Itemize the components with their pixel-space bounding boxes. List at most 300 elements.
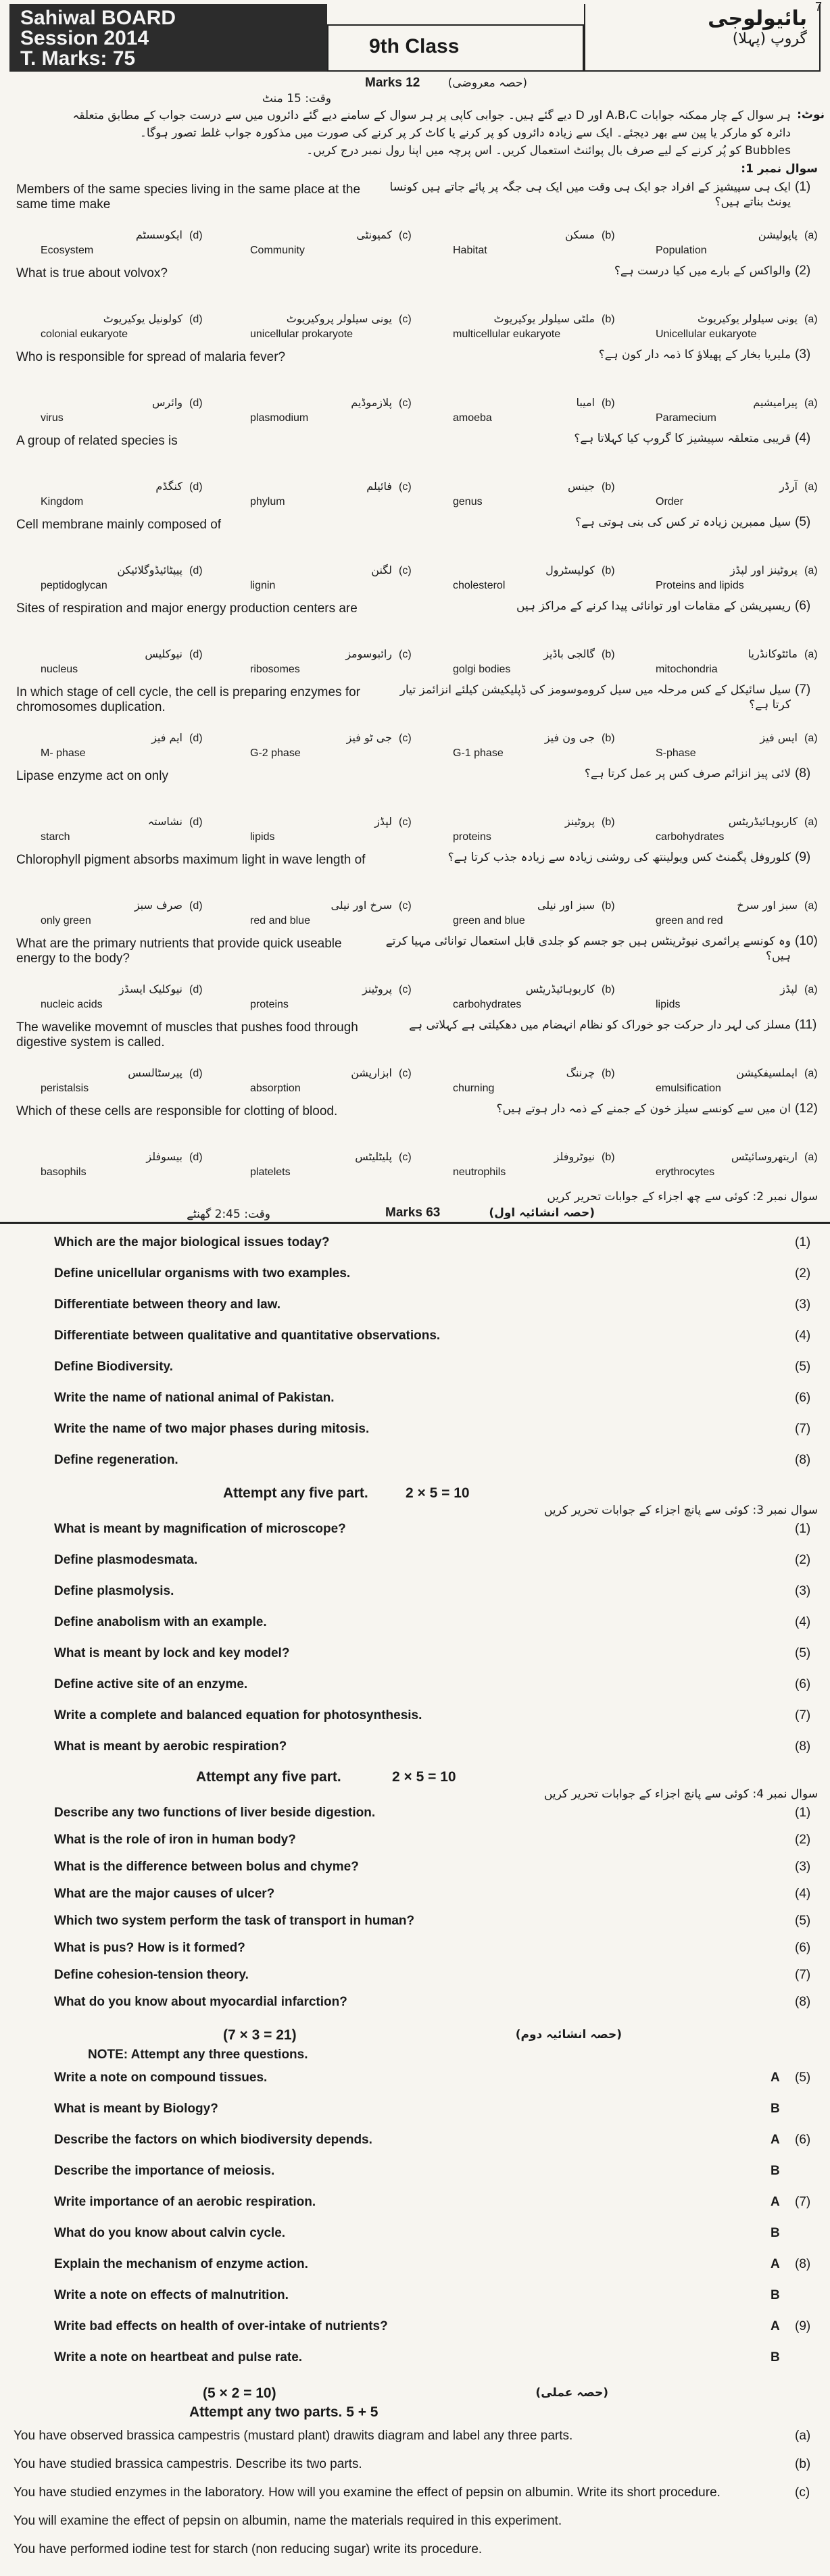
short-question: Differentiate between theory and law. xyxy=(54,1297,281,1312)
mcq-item xyxy=(0,347,830,431)
mcq-question-urdu: مسلز کی لہر دار حرکت جو خوراک کو نظام انہضام میں دھکیلتی ہے کہلاتی ہے xyxy=(409,1018,791,1032)
short-question-number: (2) xyxy=(795,1553,811,1567)
mcq-item xyxy=(0,850,830,934)
mcq-option-key: (a) xyxy=(804,900,818,912)
mcq-option-key: (c) xyxy=(399,481,412,493)
mcq-option: erythrocytes xyxy=(656,1166,715,1178)
long-question-number: (6) xyxy=(795,2133,811,2147)
short-question-number: (1) xyxy=(795,1235,811,1249)
short-question-number: (1) xyxy=(795,1806,811,1820)
short-question: Define plasmodesmata. xyxy=(54,1553,198,1567)
mcq-option-urdu: پیپٹائیڈوگلائیکن xyxy=(117,564,182,576)
q3-heading-urdu: سوال نمبر 3: کوئی سے پانچ اجزاء کے جوابات تحریر کریں xyxy=(543,1504,818,1517)
practical-marks: (5 × 2 = 10) xyxy=(203,2385,276,2401)
mcq-option-key: (d) xyxy=(189,230,203,241)
mcq-option-key: (b) xyxy=(602,816,615,828)
subject-header xyxy=(584,4,821,72)
mcq-number: (6) xyxy=(795,599,811,613)
session: Session 2014 xyxy=(20,27,149,49)
mcq-option-key: (c) xyxy=(399,649,412,660)
group-urdu: گروپ (پہلا) xyxy=(732,30,807,47)
mcq-option: G-2 phase xyxy=(250,747,301,759)
mcq-option-key: (a) xyxy=(804,733,818,744)
mcq-option: Kingdom xyxy=(41,496,84,507)
long-question-part: B xyxy=(771,2226,780,2240)
long-question: Write a note on compound tissues. xyxy=(54,2071,268,2085)
mcq-item xyxy=(0,934,830,1018)
mcq-item xyxy=(0,766,830,850)
mcq-option-key: (d) xyxy=(189,1068,203,1079)
mcq-option-urdu: نیوکلیس xyxy=(145,647,182,660)
mcq-option: ribosomes xyxy=(250,664,300,675)
short-question-number: (5) xyxy=(795,1914,811,1928)
part2-heading-urdu: (حصہ انشائیہ دوم) xyxy=(515,2028,622,2041)
mcq-option-key: (c) xyxy=(399,314,412,325)
short-question-number: (8) xyxy=(795,1995,811,2009)
mcq-option: amoeba xyxy=(453,412,492,424)
practical-question: You have studied brassica campestris. Describe its two parts. xyxy=(14,2457,362,2471)
long-question: Write importance of an aerobic respiration. xyxy=(54,2195,316,2209)
short-question: Differentiate between qualitative and quantitative observations. xyxy=(54,1329,441,1343)
long-question-part: B xyxy=(771,2164,780,2178)
mcq-option-key: (c) xyxy=(399,984,412,995)
mcq-option-key: (a) xyxy=(804,481,818,493)
mcq-item xyxy=(0,1018,830,1101)
mcq-question-urdu: کلوروفل پگمنٹ کس ویولینتھ کی روشنی زیادہ سے زیادہ جذب کرتا ہے؟ xyxy=(447,851,791,864)
mcq-option: Unicellular eukaryote xyxy=(656,328,757,340)
mcq-question: Lipase enzyme act on only xyxy=(16,769,168,783)
mcq-option-urdu: یونی سیلولر یوکیریوٹ xyxy=(698,312,798,325)
mcq-option-urdu: ابزارپشن xyxy=(351,1066,392,1079)
long-question: Explain the mechanism of enzyme action. xyxy=(54,2257,308,2271)
mcq-option-key: (a) xyxy=(804,1068,818,1079)
mcq-number: (10) xyxy=(795,934,818,948)
mcq-option-urdu: صرف سبز xyxy=(134,899,182,912)
mcq-option-urdu: پروٹینز xyxy=(565,815,595,828)
q4-heading: Attempt any five part. xyxy=(196,1769,341,1785)
mcq-option-urdu: آرڈر xyxy=(779,480,798,493)
total-marks: T. Marks: 75 xyxy=(20,47,136,70)
mcq-item xyxy=(0,1101,830,1185)
subjective-marks: Marks 63 xyxy=(385,1206,441,1220)
short-question: Define plasmolysis. xyxy=(54,1584,174,1598)
mcq-option-key: (c) xyxy=(399,230,412,241)
mcq-option-key: (d) xyxy=(189,733,203,744)
short-question: Define Biodiversity. xyxy=(54,1360,173,1374)
mcq-item xyxy=(0,515,830,599)
mcq-option-key: (c) xyxy=(399,733,412,744)
mcq-option-urdu: گالجی باڈیز xyxy=(543,647,595,660)
mcq-option-urdu: کولیسٹرول xyxy=(545,564,595,576)
mcq-option: basophils xyxy=(41,1166,87,1178)
mcq-option: M- phase xyxy=(41,747,86,759)
mcq-option-key: (b) xyxy=(602,900,615,912)
board-name: Sahiwal BOARD xyxy=(20,7,176,29)
mcq-option: Proteins and lipids xyxy=(656,580,744,591)
long-question-number: (8) xyxy=(795,2257,811,2271)
mcq-option: carbohydrates xyxy=(453,999,522,1010)
mcq-option: lipids xyxy=(656,999,681,1010)
mcq-question: What is true about volvox? xyxy=(16,266,168,280)
q2-heading-urdu: سوال نمبر 2: کوئی سے چھ اجزاء کے جوابات تحریر کریں xyxy=(547,1190,818,1204)
mcq-option-urdu: لپڈز xyxy=(780,983,798,995)
mcq-option-urdu: جی ون فیز xyxy=(544,731,595,744)
mcq-option-urdu: لپڈز xyxy=(374,815,392,828)
mcq-option-key: (d) xyxy=(189,314,203,325)
mcq-option: nucleus xyxy=(41,664,78,675)
q1-heading: سوال نمبر 1: xyxy=(741,162,818,176)
mcq-question: Who is responsible for spread of malaria fever? xyxy=(16,350,286,364)
mcq-option: phylum xyxy=(250,496,285,507)
mcq-option: carbohydrates xyxy=(656,831,725,843)
short-question: Define regeneration. xyxy=(54,1453,178,1467)
q4-marks: 2 × 5 = 10 xyxy=(392,1769,456,1785)
practical-heading: Attempt any two parts. 5 + 5 xyxy=(189,2404,379,2420)
mcq-option: peristalsis xyxy=(41,1083,89,1094)
class-label: 9th Class xyxy=(327,24,584,72)
mcq-option-urdu: کاربوہائیڈریٹس xyxy=(728,815,798,828)
mcq-option-key: (b) xyxy=(602,481,615,493)
mcq-option-urdu: سبز اور سرخ xyxy=(737,899,798,912)
mcq-option-urdu: لگنن xyxy=(371,564,392,576)
mcq-option-key: (c) xyxy=(399,565,412,576)
long-question: What is meant by Biology? xyxy=(54,2102,218,2116)
practical-heading-urdu: (حصہ عملی) xyxy=(535,2386,608,2400)
mcq-question: Chlorophyll pigment absorbs maximum light in wave length of xyxy=(16,853,366,867)
part2-marks: (7 × 3 = 21) xyxy=(223,2027,297,2043)
mcq-question-urdu: ایک ہی سپیشیز کے افراد جو ایک ہی وقت میں ایک ہی جگہ پر پائے جاتے ہیں کونسا یونٹ بناتے ہیں؟ xyxy=(389,180,791,209)
mcq-option-key: (b) xyxy=(602,314,615,325)
note-line-3: Bubbles کو پُر کرنے کے لیے صرف بال پوائنٹ استعمال کریں۔ اس پرچہ میں اپنا رول نمبر درج کریں۔ xyxy=(306,144,791,157)
note-label: نوٹ: xyxy=(797,108,825,122)
mcq-number: (8) xyxy=(795,766,811,781)
long-question: Write bad effects on health of over-intake of nutrients? xyxy=(54,2319,388,2333)
mcq-option: cholesterol xyxy=(453,580,506,591)
short-question-number: (4) xyxy=(795,1615,811,1629)
short-question-number: (4) xyxy=(795,1887,811,1901)
short-question: What is meant by aerobic respiration? xyxy=(54,1739,287,1754)
mcq-option-urdu: جینس xyxy=(568,480,595,493)
board-header xyxy=(9,4,327,72)
section-divider xyxy=(0,1222,830,1224)
mcq-question: A group of related species is xyxy=(16,434,178,448)
mcq-option-urdu: پیرسٹالسس xyxy=(128,1066,182,1079)
mcq-option: peptidoglycan xyxy=(41,580,107,591)
mcq-number: (7) xyxy=(795,683,811,697)
subject-urdu: بائیولوجی xyxy=(708,7,807,30)
mcq-question: In which stage of cell cycle, the cell is preparing enzymes for chromosomes duplication. xyxy=(16,685,361,714)
mcq-question-urdu: سیل ممبرین زیادہ تر کس کی بنی ہوتی ہے؟ xyxy=(575,516,791,529)
short-question: Describe any two functions of liver beside digestion. xyxy=(54,1806,376,1820)
q4-heading-urdu: سوال نمبر 4: کوئی سے پانچ اجزاء کے جوابات تحریر کریں xyxy=(543,1787,818,1801)
objective-marks: Marks 12 xyxy=(365,76,420,90)
mcq-option-key: (a) xyxy=(804,397,818,409)
mcq-option-urdu: ایکوسسٹم xyxy=(135,228,182,241)
short-question: What are the major causes of ulcer? xyxy=(54,1887,275,1901)
mcq-option: Community xyxy=(250,245,305,256)
mcq-option: genus xyxy=(453,496,483,507)
note-line-2: دائرہ کو مارکر یا پین سے بھر دیجئے۔ ایک سے زیادہ دائروں کو پر کرنے یا کاٹ کر پر کرنے کی صورت میں مذکورہ جواب غلط تصور ہوگا۔ xyxy=(139,126,791,140)
short-question: Write the name of national animal of Pakistan. xyxy=(54,1391,335,1405)
mcq-option: nucleic acids xyxy=(41,999,103,1010)
mcq-question-urdu: وہ کونسے پرائمری نیوٹرینٹس ہیں جو جسم کو جلدی قابل استعمال توانائی مہیا کرتے ہیں؟ xyxy=(385,935,791,963)
page-marker: 7 xyxy=(815,0,823,14)
short-question: Which two system perform the task of transport in human? xyxy=(54,1914,415,1928)
short-question-number: (1) xyxy=(795,1522,811,1536)
mcq-option: green and red xyxy=(656,915,723,926)
mcq-option-urdu: سرخ اور نیلی xyxy=(331,899,392,912)
short-question-number: (7) xyxy=(795,1422,811,1436)
mcq-option-urdu: ایملسیفکیشن xyxy=(736,1066,798,1079)
mcq-option-urdu: پروٹینز اور لپڈز xyxy=(730,564,798,576)
long-question-part: B xyxy=(771,2288,780,2302)
practical-number: (b) xyxy=(795,2457,811,2471)
mcq-option-urdu: جی ٹو فیز xyxy=(346,731,392,744)
mcq-option: multicellular eukaryote xyxy=(453,328,561,340)
mcq-option: Population xyxy=(656,245,707,256)
mcq-option-urdu: ایس فیز xyxy=(760,731,798,744)
note-line-1: ہر سوال کے چار ممکنہ جوابات A،B،C اور D دیے گئے ہیں۔ جوابی کاپی پر ہر سوال کے سامنے دیے گئے دائروں میں سے درست جواب کے مطابق متعلقہ xyxy=(72,109,791,122)
mcq-item xyxy=(0,180,830,264)
mcq-option-key: (a) xyxy=(804,984,818,995)
mcq-option-key: (b) xyxy=(602,733,615,744)
objective-time: وقت: 15 منٹ xyxy=(262,92,331,105)
mcq-question: Sites of respiration and major energy production centers are xyxy=(16,601,358,616)
mcq-option-key: (c) xyxy=(399,900,412,912)
long-question: Write a note on heartbeat and pulse rate. xyxy=(54,2350,303,2364)
mcq-option-urdu: فائیلم xyxy=(366,480,392,493)
short-question-number: (7) xyxy=(795,1968,811,1982)
long-question: Describe the importance of meiosis. xyxy=(54,2164,275,2178)
short-question: What do you know about myocardial infarction? xyxy=(54,1995,347,2009)
long-question-part: A xyxy=(771,2319,780,2333)
short-question: Define anabolism with an example. xyxy=(54,1615,267,1629)
mcq-option-urdu: پلیٹلیٹس xyxy=(355,1150,392,1163)
mcq-option-urdu: نیوٹروفلز xyxy=(554,1150,595,1163)
mcq-option-key: (b) xyxy=(602,984,615,995)
mcq-number: (1) xyxy=(795,180,811,194)
mcq-number: (12) xyxy=(795,1101,818,1116)
mcq-option-urdu: ایم فیز xyxy=(151,731,182,744)
mcq-option: neutrophils xyxy=(453,1166,506,1178)
mcq-option: colonial eukaryote xyxy=(41,328,128,340)
mcq-option-urdu: بیسوفلز xyxy=(146,1150,182,1163)
short-question: What is the difference between bolus and chyme? xyxy=(54,1860,359,1874)
mcq-question-urdu: قریبی متعلقہ سپیشیز کا گروپ کیا کہلاتا ہے؟ xyxy=(574,432,791,445)
short-question-number: (3) xyxy=(795,1860,811,1874)
mcq-option-key: (b) xyxy=(602,1068,615,1079)
mcq-item xyxy=(0,431,830,515)
long-question-number: (7) xyxy=(795,2195,811,2209)
mcq-option: Order xyxy=(656,496,683,507)
mcq-option-key: (d) xyxy=(189,565,203,576)
mcq-option: proteins xyxy=(453,831,491,843)
mcq-option-urdu: مائٹوکانڈریا xyxy=(748,647,798,660)
short-question-number: (8) xyxy=(795,1739,811,1754)
long-question-part: A xyxy=(771,2195,780,2209)
practical-question: You will examine the effect of pepsin on albumin, name the materials required in this experiment. xyxy=(14,2514,562,2528)
mcq-option: green and blue xyxy=(453,915,525,926)
mcq-option-key: (a) xyxy=(804,1151,818,1163)
mcq-option: mitochondria xyxy=(656,664,718,675)
mcq-option: proteins xyxy=(250,999,289,1010)
practical-question: You have performed iodine test for starch (non reducing sugar) write its procedure. xyxy=(14,2542,483,2556)
mcq-option: lignin xyxy=(250,580,276,591)
mcq-question: Cell membrane mainly composed of xyxy=(16,518,222,532)
mcq-option: Ecosystem xyxy=(41,245,94,256)
short-question-number: (3) xyxy=(795,1297,811,1312)
short-question-number: (4) xyxy=(795,1329,811,1343)
mcq-option: plasmodium xyxy=(250,412,309,424)
mcq-option: virus xyxy=(41,412,64,424)
mcq-option-urdu: پلازموڈیم xyxy=(351,396,392,409)
short-question-number: (5) xyxy=(795,1646,811,1660)
long-question-number: (9) xyxy=(795,2319,811,2333)
part2-note: NOTE: Attempt any three questions. xyxy=(88,2048,308,2062)
mcq-option-urdu: سبز اور نیلی xyxy=(537,899,595,912)
mcq-option: platelets xyxy=(250,1166,291,1178)
mcq-option-key: (b) xyxy=(602,397,615,409)
practical-number: (a) xyxy=(795,2429,811,2443)
mcq-option-urdu: نشاستہ xyxy=(147,815,182,828)
mcq-option-urdu: کمیونٹی xyxy=(356,228,392,241)
mcq-option-key: (d) xyxy=(189,984,203,995)
mcq-option-key: (a) xyxy=(804,230,818,241)
mcq-option-key: (b) xyxy=(602,1151,615,1163)
short-question-number: (2) xyxy=(795,1266,811,1281)
mcq-question-urdu: سیل سائیکل کے کس مرحلہ میں سیل کروموسومز کی ڈپلیکیشن کیلئے انزائمز تیار کرتا ہے؟ xyxy=(399,683,791,712)
subjective-part-urdu: (حصہ انشائیہ اول) xyxy=(489,1206,595,1220)
long-question-part: B xyxy=(771,2350,780,2364)
mcq-option: only green xyxy=(41,915,91,926)
mcq-option: Paramecium xyxy=(656,412,716,424)
mcq-question-urdu: لائی پیز انزائم صرف کس پر عمل کرتا ہے؟ xyxy=(584,767,791,781)
mcq-option-urdu: رائبوسومز xyxy=(345,647,392,660)
mcq-option-urdu: امیبا xyxy=(576,396,595,409)
mcq-option-key: (d) xyxy=(189,397,203,409)
mcq-option-key: (b) xyxy=(602,565,615,576)
short-question: What is meant by lock and key model? xyxy=(54,1646,290,1660)
long-question-part: A xyxy=(771,2133,780,2147)
long-question-number: (5) xyxy=(795,2071,811,2085)
short-question-number: (3) xyxy=(795,1584,811,1598)
mcq-number: (2) xyxy=(795,264,811,278)
mcq-option-key: (a) xyxy=(804,816,818,828)
mcq-option-key: (c) xyxy=(399,397,412,409)
mcq-option-key: (b) xyxy=(602,649,615,660)
mcq-option: Habitat xyxy=(453,245,487,256)
mcq-option-key: (c) xyxy=(399,1068,412,1079)
mcq-option-urdu: کولونیل یوکیریوٹ xyxy=(103,312,182,325)
mcq-option-key: (a) xyxy=(804,565,818,576)
mcq-option-key: (d) xyxy=(189,900,203,912)
mcq-number: (4) xyxy=(795,431,811,445)
mcq-option: churning xyxy=(453,1083,495,1094)
long-question: Write a note on effects of malnutrition. xyxy=(54,2288,289,2302)
mcq-option-urdu: نیوکلیک ایسڈز xyxy=(119,983,182,995)
mcq-question-urdu: ان میں سے کونسے سیلز خون کے جمنے کے ذمہ دار ہوتے ہیں؟ xyxy=(496,1102,791,1116)
mcq-option-urdu: وائرس xyxy=(152,396,182,409)
mcq-item xyxy=(0,264,830,347)
mcq-option: starch xyxy=(41,831,70,843)
mcq-option-urdu: کنگڈم xyxy=(155,480,182,493)
practical-question: You have studied enzymes in the laboratory. How will you examine the effect of pepsin on albumin. Write its short procedure. xyxy=(14,2485,721,2500)
mcq-option: emulsification xyxy=(656,1083,721,1094)
long-question: What do you know about calvin cycle. xyxy=(54,2226,286,2240)
mcq-option-key: (a) xyxy=(804,314,818,325)
long-question-part: B xyxy=(771,2102,780,2116)
short-question: Which are the major biological issues today? xyxy=(54,1235,330,1249)
mcq-option-key: (a) xyxy=(804,649,818,660)
short-question: Write the name of two major phases during mitosis. xyxy=(54,1422,370,1436)
long-question: Describe the factors on which biodiversity depends. xyxy=(54,2133,372,2147)
practical-number: (c) xyxy=(795,2485,810,2500)
mcq-option-urdu: یونی سیلولر پروکیریوٹ xyxy=(286,312,392,325)
short-question-number: (6) xyxy=(795,1391,811,1405)
short-question: Write a complete and balanced equation for photosynthesis. xyxy=(54,1708,422,1723)
mcq-item xyxy=(0,683,830,766)
mcq-option: absorption xyxy=(250,1083,301,1094)
mcq-option-key: (c) xyxy=(399,1151,412,1163)
objective-marks-urdu: (حصہ معروضی) xyxy=(447,76,527,90)
mcq-number: (11) xyxy=(795,1018,817,1032)
mcq-number: (9) xyxy=(795,850,811,864)
mcq-option: golgi bodies xyxy=(453,664,511,675)
long-question-part: A xyxy=(771,2257,780,2271)
mcq-question-urdu: ملیریا بخار کے پھیلاؤ کا ذمہ دار کون ہے؟ xyxy=(598,348,791,362)
short-question-number: (5) xyxy=(795,1360,811,1374)
q3-marks: 2 × 5 = 10 xyxy=(406,1485,470,1501)
mcq-option: unicellular prokaryote xyxy=(250,328,353,340)
mcq-option-urdu: مسکن xyxy=(565,228,595,241)
mcq-option-key: (c) xyxy=(399,816,412,828)
q3-heading: Attempt any five part. xyxy=(223,1485,368,1501)
mcq-option-urdu: ملٹی سیلولر یوکیریوٹ xyxy=(493,312,595,325)
mcq-option-urdu: پاپولیشن xyxy=(758,228,798,241)
mcq-option: red and blue xyxy=(250,915,310,926)
mcq-option-key: (d) xyxy=(189,649,203,660)
practical-question: You have observed brassica campestris (mustard plant) drawits diagram and label any three parts. xyxy=(14,2429,573,2443)
subjective-time: وقت: 2:45 گھنٹے xyxy=(187,1208,270,1221)
short-question: What is the role of iron in human body? xyxy=(54,1833,296,1847)
mcq-option: lipids xyxy=(250,831,275,843)
short-question-number: (6) xyxy=(795,1677,811,1691)
mcq-option-key: (d) xyxy=(189,1151,203,1163)
short-question-number: (8) xyxy=(795,1453,811,1467)
mcq-option: G-1 phase xyxy=(453,747,504,759)
mcq-question: The wavelike movemnt of muscles that pushes food through digestive system is called. xyxy=(16,1020,358,1049)
mcq-option-key: (d) xyxy=(189,816,203,828)
mcq-option-urdu: پیرامیشیم xyxy=(753,396,798,409)
mcq-option-key: (d) xyxy=(189,481,203,493)
mcq-question: What are the primary nutrients that provide quick useable energy to the body? xyxy=(16,937,342,966)
short-question: Define unicellular organisms with two examples. xyxy=(54,1266,351,1281)
mcq-option-urdu: پروٹینز xyxy=(362,983,392,995)
mcq-number: (3) xyxy=(795,347,811,362)
short-question: Define cohesion-tension theory. xyxy=(54,1968,249,1982)
mcq-question-urdu: ریسپریشن کے مقامات اور توانائی پیدا کرنے کے مراکز ہیں xyxy=(516,599,791,613)
mcq-option-urdu: چرننگ xyxy=(566,1066,595,1079)
mcq-number: (5) xyxy=(795,515,811,529)
short-question-number: (2) xyxy=(795,1833,811,1847)
mcq-option-urdu: اریتھروسائیٹس xyxy=(731,1150,798,1163)
mcq-option: S-phase xyxy=(656,747,696,759)
mcq-question: Which of these cells are responsible for clotting of blood. xyxy=(16,1104,338,1118)
mcq-option-urdu: کاربوہائیڈریٹس xyxy=(525,983,595,995)
short-question: What is pus? How is it formed? xyxy=(54,1941,245,1955)
short-question-number: (6) xyxy=(795,1941,811,1955)
short-question: What is meant by magnification of microscope? xyxy=(54,1522,346,1536)
